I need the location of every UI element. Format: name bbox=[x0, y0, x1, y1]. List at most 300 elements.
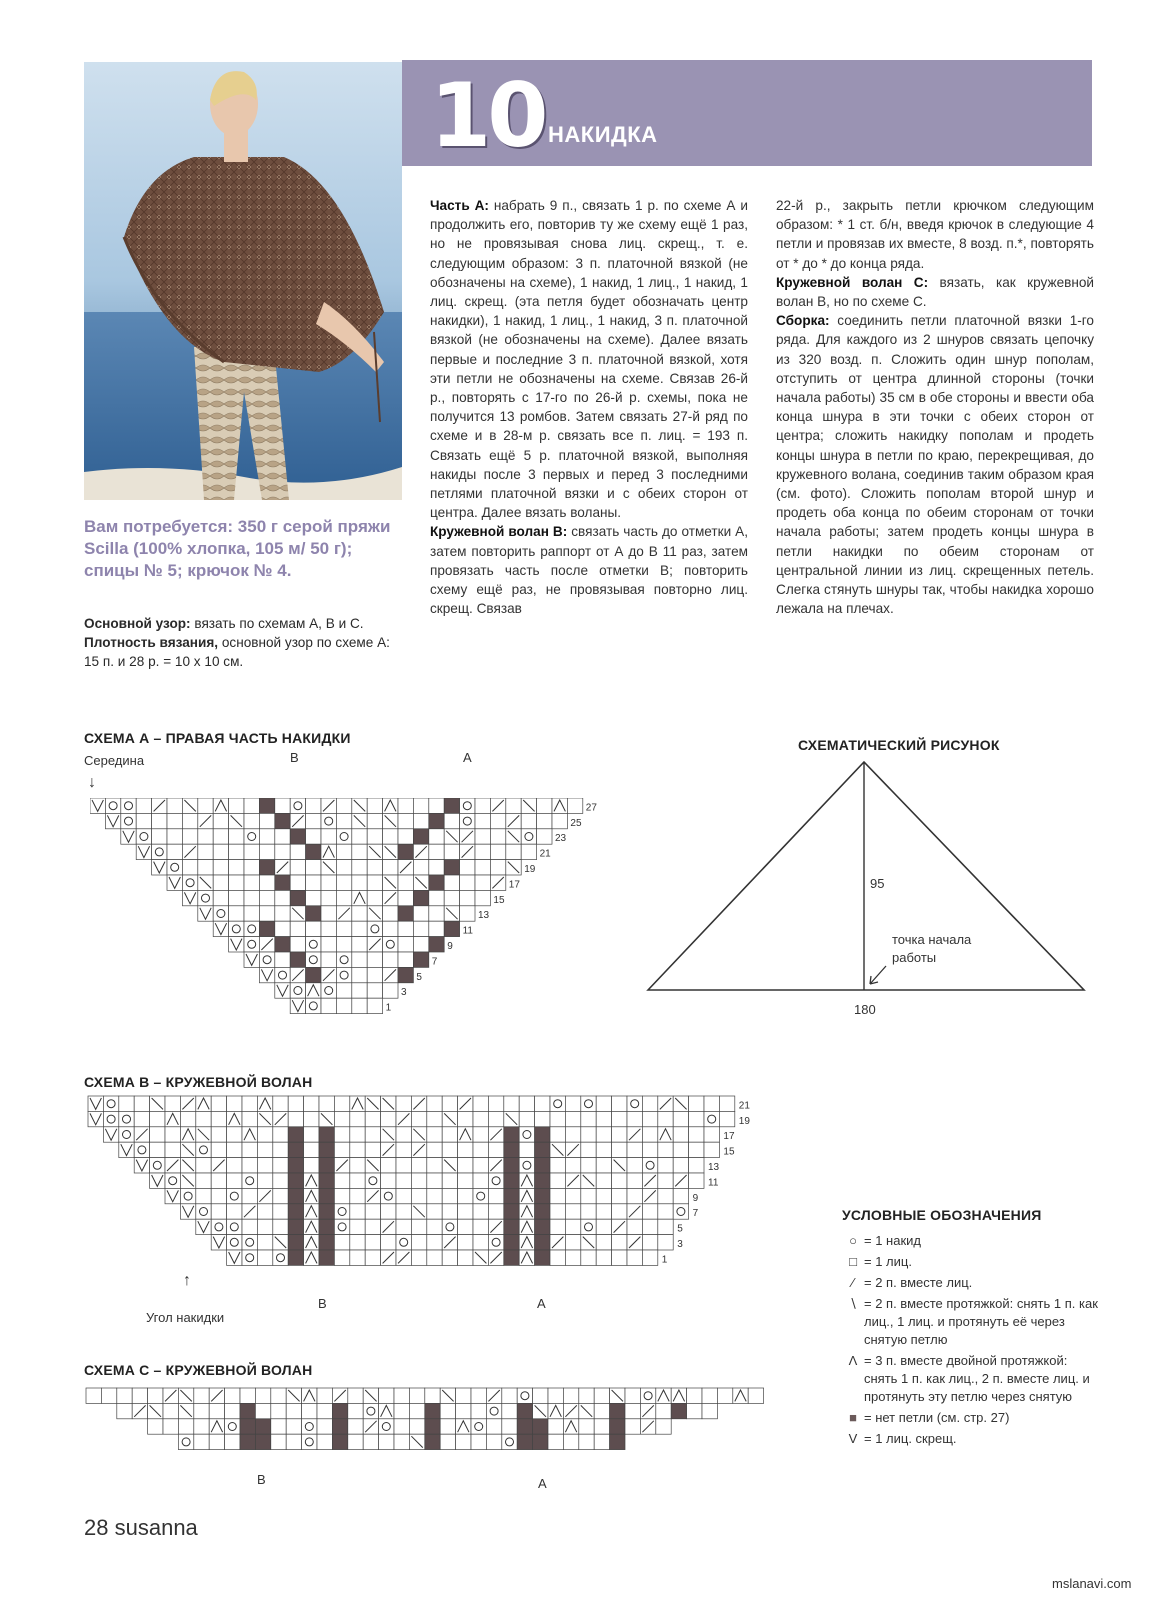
chart-cell bbox=[336, 937, 351, 952]
chart-cell bbox=[537, 798, 552, 813]
chart-cell bbox=[427, 1188, 442, 1203]
chart-cell bbox=[502, 1434, 517, 1449]
chart-cell bbox=[398, 798, 413, 813]
chart-cell bbox=[627, 1158, 642, 1173]
chart-cell bbox=[273, 1096, 288, 1111]
chart-cell bbox=[658, 1235, 673, 1250]
chart-cell bbox=[502, 1403, 517, 1418]
chart-cell bbox=[521, 844, 536, 859]
chart-cell bbox=[702, 1403, 717, 1418]
chart-cell bbox=[273, 1127, 288, 1142]
chart-b-row-number: 9 bbox=[692, 1192, 699, 1204]
chart-cell bbox=[411, 1235, 426, 1250]
no-stitch-cell bbox=[504, 1142, 519, 1157]
chart-cell bbox=[460, 890, 475, 905]
chart-cell bbox=[550, 1173, 565, 1188]
chart-cell bbox=[488, 1173, 503, 1188]
chart-cell bbox=[213, 813, 228, 828]
chart-cell bbox=[537, 829, 552, 844]
chart-cell bbox=[227, 1158, 242, 1173]
chart-cell bbox=[290, 983, 305, 998]
chart-cell bbox=[442, 1173, 457, 1188]
chart-cell bbox=[627, 1111, 642, 1126]
chart-cell bbox=[550, 1111, 565, 1126]
chart-cell bbox=[150, 1158, 165, 1173]
chart-cell bbox=[352, 937, 367, 952]
chart-cell bbox=[306, 875, 321, 890]
no-stitch-cell bbox=[319, 1204, 334, 1219]
chart-cell bbox=[306, 813, 321, 828]
chart-cell bbox=[134, 1142, 149, 1157]
chart-cell bbox=[612, 1204, 627, 1219]
chart-b-mark-a: А bbox=[537, 1296, 546, 1311]
chart-cell bbox=[596, 1111, 611, 1126]
chart-cell bbox=[244, 890, 259, 905]
chart-cell bbox=[456, 1403, 471, 1418]
chart-cell bbox=[165, 1142, 180, 1157]
chart-cell bbox=[444, 890, 459, 905]
chart-cell bbox=[334, 1235, 349, 1250]
chart-cell bbox=[273, 1142, 288, 1157]
flounce-b-continued: 22-й р., закрыть петли крючком следующим образом: * 1 ст. б/н, введя крючок в следующие 4 петли и провязав их вместе, 8 возд. п.*, повторять от * до * до конца ряда. bbox=[776, 198, 1094, 271]
chart-cell bbox=[537, 813, 552, 828]
chart-cell bbox=[383, 860, 398, 875]
chart-cell bbox=[321, 937, 336, 952]
chart-cell bbox=[367, 798, 382, 813]
gauge-text: основной узор по схеме А: 15 п. и 28 р. = 10 х 10 см. bbox=[84, 635, 390, 669]
chart-cell bbox=[689, 1111, 704, 1126]
schematic-height-label: 95 bbox=[870, 876, 885, 891]
chart-cell bbox=[506, 844, 521, 859]
chart-cell bbox=[398, 952, 413, 967]
chart-b-grid bbox=[84, 1094, 774, 1276]
chart-cell bbox=[550, 1096, 565, 1111]
chart-a-mark-a: А bbox=[463, 750, 472, 765]
chart-cell bbox=[117, 1388, 132, 1403]
chart-cell bbox=[213, 860, 228, 875]
chart-cell bbox=[321, 875, 336, 890]
no-stitch-cell bbox=[444, 860, 459, 875]
no-stitch-cell bbox=[240, 1419, 255, 1434]
chart-c-mark-a: А bbox=[538, 1476, 547, 1491]
chart-cell bbox=[367, 829, 382, 844]
chart-a-row-number: 21 bbox=[539, 848, 551, 860]
schematic-drawing bbox=[640, 756, 1100, 1036]
chart-cell bbox=[286, 1419, 301, 1434]
chart-cell bbox=[458, 1188, 473, 1203]
chart-cell bbox=[396, 1219, 411, 1234]
chart-cell bbox=[394, 1419, 409, 1434]
chart-cell bbox=[334, 1127, 349, 1142]
chart-cell bbox=[396, 1142, 411, 1157]
no-stitch-cell bbox=[671, 1403, 686, 1418]
no-stitch-cell bbox=[504, 1127, 519, 1142]
chart-cell bbox=[288, 1096, 303, 1111]
chart-cell bbox=[196, 1188, 211, 1203]
chart-cell bbox=[565, 1111, 580, 1126]
chart-cell bbox=[334, 1111, 349, 1126]
text-column-middle bbox=[430, 196, 748, 618]
chart-cell bbox=[225, 1403, 240, 1418]
chart-cell bbox=[458, 1142, 473, 1157]
chart-cell bbox=[548, 1434, 563, 1449]
chart-cell bbox=[304, 1158, 319, 1173]
chart-cell bbox=[101, 1388, 116, 1403]
chart-cell bbox=[398, 813, 413, 828]
chart-cell bbox=[334, 1173, 349, 1188]
no-stitch-cell bbox=[429, 937, 444, 952]
chart-cell bbox=[302, 1403, 317, 1418]
chart-cell bbox=[273, 1219, 288, 1234]
chart-cell bbox=[471, 1388, 486, 1403]
chart-cell bbox=[350, 1127, 365, 1142]
chart-cell bbox=[456, 1388, 471, 1403]
no-stitch-cell bbox=[319, 1219, 334, 1234]
no-stitch-cell bbox=[288, 1142, 303, 1157]
chart-cell bbox=[336, 890, 351, 905]
chart-cell bbox=[367, 983, 382, 998]
chart-cell bbox=[460, 906, 475, 921]
no-stitch-cell bbox=[425, 1434, 440, 1449]
chart-cell bbox=[365, 1235, 380, 1250]
chart-cell bbox=[229, 798, 244, 813]
chart-cell bbox=[257, 1127, 272, 1142]
chart-cell bbox=[533, 1388, 548, 1403]
chart-cell bbox=[475, 890, 490, 905]
chart-cell bbox=[581, 1096, 596, 1111]
chart-cell bbox=[486, 1419, 501, 1434]
chart-cell bbox=[178, 1419, 193, 1434]
chart-a-row-number: 19 bbox=[524, 864, 536, 875]
no-stitch-cell bbox=[288, 1219, 303, 1234]
no-stitch-cell bbox=[610, 1403, 625, 1418]
chart-cell bbox=[271, 1434, 286, 1449]
chart-a-center-label: Середина bbox=[84, 753, 145, 768]
no-stitch-cell bbox=[255, 1434, 270, 1449]
chart-cell bbox=[259, 906, 274, 921]
chart-cell bbox=[394, 1434, 409, 1449]
chart-cell bbox=[704, 1096, 719, 1111]
no-stitch-cell bbox=[444, 921, 459, 936]
chart-cell bbox=[488, 1096, 503, 1111]
legend-symbol-icon: □ bbox=[849, 1254, 857, 1269]
chart-cell bbox=[550, 1127, 565, 1142]
chart-cell bbox=[152, 829, 167, 844]
chart-cell bbox=[306, 890, 321, 905]
chart-cell bbox=[319, 1096, 334, 1111]
chart-cell bbox=[627, 1250, 642, 1265]
chart-a-row-number: 17 bbox=[508, 879, 520, 891]
chart-cell bbox=[306, 937, 321, 952]
chart-cell bbox=[227, 1204, 242, 1219]
chart-cell bbox=[150, 1111, 165, 1126]
chart-cell bbox=[535, 1111, 550, 1126]
chart-cell bbox=[398, 890, 413, 905]
chart-cell bbox=[381, 1173, 396, 1188]
no-stitch-cell bbox=[504, 1158, 519, 1173]
chart-cell bbox=[352, 829, 367, 844]
no-stitch-cell bbox=[535, 1158, 550, 1173]
chart-cell bbox=[475, 844, 490, 859]
chart-cell bbox=[429, 921, 444, 936]
chart-cell bbox=[136, 813, 151, 828]
chart-cell bbox=[673, 1127, 688, 1142]
legend-item bbox=[842, 1295, 1102, 1349]
chart-cell bbox=[535, 1096, 550, 1111]
chart-cell bbox=[427, 1250, 442, 1265]
chart-cell bbox=[302, 1434, 317, 1449]
chart-cell bbox=[396, 1235, 411, 1250]
chart-cell bbox=[658, 1158, 673, 1173]
chart-cell bbox=[429, 829, 444, 844]
no-stitch-cell bbox=[535, 1204, 550, 1219]
chart-cell bbox=[627, 1173, 642, 1188]
no-stitch-cell bbox=[332, 1434, 347, 1449]
chart-cell bbox=[642, 1111, 657, 1126]
chart-cell bbox=[244, 875, 259, 890]
chart-a-row-number: 3 bbox=[401, 987, 407, 999]
chart-cell bbox=[475, 798, 490, 813]
chart-cell bbox=[198, 860, 213, 875]
chart-cell bbox=[689, 1142, 704, 1157]
chart-cell bbox=[365, 1250, 380, 1265]
chart-b-row-number: 15 bbox=[723, 1146, 735, 1158]
chart-cell bbox=[225, 1419, 240, 1434]
chart-a-row-number: 15 bbox=[493, 894, 505, 906]
chart-cell bbox=[227, 1188, 242, 1203]
chart-cell bbox=[409, 1403, 424, 1418]
chart-cell bbox=[242, 1188, 257, 1203]
chart-cell bbox=[517, 1388, 532, 1403]
chart-cell bbox=[429, 906, 444, 921]
no-stitch-cell bbox=[504, 1173, 519, 1188]
chart-cell bbox=[460, 860, 475, 875]
chart-cell bbox=[581, 1188, 596, 1203]
flounce-c-text: вязать, как кружевной волан В, но по схеме С. bbox=[776, 274, 1095, 310]
chart-cell bbox=[565, 1235, 580, 1250]
chart-b-row-number: 3 bbox=[677, 1239, 683, 1250]
chart-cell bbox=[579, 1419, 594, 1434]
chart-cell bbox=[334, 1250, 349, 1265]
chart-cell bbox=[352, 844, 367, 859]
chart-cell bbox=[409, 1419, 424, 1434]
schematic-triangle bbox=[648, 762, 1084, 990]
chart-cell bbox=[182, 875, 197, 890]
chart-cell bbox=[271, 1388, 286, 1403]
chart-cell bbox=[473, 1111, 488, 1126]
pattern-title: НАКИДКА bbox=[548, 122, 658, 147]
chart-cell bbox=[594, 1419, 609, 1434]
chart-cell bbox=[704, 1142, 719, 1157]
chart-cell bbox=[396, 1158, 411, 1173]
legend-item bbox=[842, 1430, 1102, 1448]
legend-text: = 3 п. вместе двойной протяжкой: снять 1 п. как лиц., 2 п. вместе лиц. и протянуть эту петлю через снятую bbox=[864, 1353, 1090, 1404]
chart-cell bbox=[502, 1388, 517, 1403]
no-stitch-cell bbox=[290, 890, 305, 905]
chart-cell bbox=[442, 1219, 457, 1234]
chart-cell bbox=[458, 1111, 473, 1126]
legend-text: = 2 п. вместе протяжкой: снять 1 п. как лиц., 1 лиц. и протянуть её через снятую петлю bbox=[864, 1296, 1098, 1347]
no-stitch-cell bbox=[504, 1235, 519, 1250]
chart-cell bbox=[119, 1127, 134, 1142]
chart-cell bbox=[257, 1219, 272, 1234]
chart-cell bbox=[152, 813, 167, 828]
chart-a-row-number: 5 bbox=[416, 971, 422, 983]
no-stitch-cell bbox=[288, 1250, 303, 1265]
no-stitch-cell bbox=[288, 1204, 303, 1219]
no-stitch-cell bbox=[429, 813, 444, 828]
chart-cell bbox=[213, 829, 228, 844]
chart-b-mark-b: В bbox=[318, 1296, 327, 1311]
chart-cell bbox=[229, 890, 244, 905]
chart-cell bbox=[165, 1127, 180, 1142]
chart-a-title: СХЕМА А – ПРАВАЯ ЧАСТЬ НАКИДКИ bbox=[84, 730, 351, 746]
chart-cell bbox=[336, 967, 351, 982]
no-stitch-cell bbox=[398, 967, 413, 982]
no-stitch-cell bbox=[306, 967, 321, 982]
chart-cell bbox=[519, 1127, 534, 1142]
no-stitch-cell bbox=[504, 1219, 519, 1234]
chart-cell bbox=[275, 952, 290, 967]
chart-cell bbox=[336, 829, 351, 844]
chart-cell bbox=[244, 798, 259, 813]
chart-cell bbox=[427, 1219, 442, 1234]
chart-cell bbox=[398, 921, 413, 936]
chart-cell bbox=[257, 1158, 272, 1173]
chart-cell bbox=[348, 1419, 363, 1434]
chart-cell bbox=[379, 1434, 394, 1449]
chart-cell bbox=[460, 875, 475, 890]
chart-cell bbox=[596, 1235, 611, 1250]
chart-cell bbox=[367, 998, 382, 1013]
chart-cell bbox=[211, 1096, 226, 1111]
chart-cell bbox=[473, 1173, 488, 1188]
chart-cell bbox=[642, 1096, 657, 1111]
chart-cell bbox=[748, 1388, 763, 1403]
chart-cell bbox=[244, 906, 259, 921]
chart-cell bbox=[565, 1219, 580, 1234]
chart-cell bbox=[550, 1204, 565, 1219]
chart-cell bbox=[334, 1142, 349, 1157]
chart-cell bbox=[242, 1235, 257, 1250]
chart-cell bbox=[334, 1096, 349, 1111]
chart-cell bbox=[365, 1173, 380, 1188]
legend-title: УСЛОВНЫЕ ОБОЗНАЧЕНИЯ bbox=[842, 1207, 1042, 1223]
no-stitch-cell bbox=[319, 1158, 334, 1173]
chart-cell bbox=[440, 1434, 455, 1449]
chart-cell bbox=[209, 1403, 224, 1418]
chart-cell bbox=[255, 1403, 270, 1418]
no-stitch-cell bbox=[535, 1219, 550, 1234]
chart-cell bbox=[352, 860, 367, 875]
chart-cell bbox=[567, 798, 582, 813]
chart-cell bbox=[227, 1142, 242, 1157]
chart-a-row-number: 7 bbox=[431, 956, 438, 968]
chart-cell bbox=[379, 1388, 394, 1403]
chart-cell bbox=[413, 921, 428, 936]
chart-cell bbox=[612, 1173, 627, 1188]
chart-b-row-number: 7 bbox=[692, 1208, 699, 1220]
chart-cell bbox=[288, 1111, 303, 1126]
chart-cell bbox=[563, 1434, 578, 1449]
model-photo bbox=[84, 62, 402, 500]
chart-cell bbox=[413, 798, 428, 813]
chart-cell bbox=[198, 798, 213, 813]
legend-items bbox=[842, 1232, 1102, 1448]
chart-cell bbox=[427, 1096, 442, 1111]
chart-a-row-number: 13 bbox=[478, 910, 490, 922]
chart-cell bbox=[365, 1127, 380, 1142]
chart-cell bbox=[321, 829, 336, 844]
chart-b-row-number: 13 bbox=[708, 1162, 720, 1173]
chart-cell bbox=[475, 829, 490, 844]
chart-cell bbox=[411, 1219, 426, 1234]
chart-cell bbox=[336, 921, 351, 936]
no-stitch-cell bbox=[444, 798, 459, 813]
arrow-down-icon: ↓ bbox=[88, 774, 96, 791]
chart-cell bbox=[642, 1142, 657, 1157]
gauge-label: Плотность вязания, bbox=[84, 635, 219, 650]
chart-cell bbox=[411, 1188, 426, 1203]
chart-b-corner-label: Угол накидки bbox=[146, 1310, 225, 1325]
chart-cell bbox=[383, 983, 398, 998]
chart-a-row-number: 25 bbox=[570, 817, 582, 829]
chart-cell bbox=[182, 860, 197, 875]
chart-cell bbox=[460, 813, 475, 828]
no-stitch-cell bbox=[259, 798, 274, 813]
chart-cell bbox=[211, 1188, 226, 1203]
chart-cell bbox=[290, 921, 305, 936]
legend-symbol-icon: Λ bbox=[848, 1353, 858, 1368]
legend-item bbox=[842, 1274, 1102, 1292]
chart-cell bbox=[488, 1204, 503, 1219]
chart-cell bbox=[148, 1388, 163, 1403]
chart-cell bbox=[673, 1204, 688, 1219]
chart-cell bbox=[429, 860, 444, 875]
chart-cell bbox=[689, 1127, 704, 1142]
chart-cell bbox=[196, 1142, 211, 1157]
chart-cell bbox=[381, 1158, 396, 1173]
chart-cell bbox=[367, 813, 382, 828]
chart-cell bbox=[550, 1250, 565, 1265]
chart-cell bbox=[225, 1388, 240, 1403]
chart-cell bbox=[642, 1158, 657, 1173]
chart-cell bbox=[336, 860, 351, 875]
chart-cell bbox=[302, 1419, 317, 1434]
chart-cell bbox=[473, 1188, 488, 1203]
chart-cell bbox=[673, 1142, 688, 1157]
chart-cell bbox=[132, 1388, 147, 1403]
legend-symbol-icon: ∖ bbox=[848, 1296, 858, 1311]
chart-cell bbox=[458, 1250, 473, 1265]
chart-cell bbox=[290, 875, 305, 890]
no-stitch-cell bbox=[332, 1419, 347, 1434]
chart-cell bbox=[244, 829, 259, 844]
chart-cell bbox=[521, 829, 536, 844]
chart-cell bbox=[321, 813, 336, 828]
chart-cell bbox=[413, 813, 428, 828]
chart-cell bbox=[689, 1158, 704, 1173]
chart-cell bbox=[242, 1158, 257, 1173]
chart-cell bbox=[381, 1188, 396, 1203]
chart-cell bbox=[209, 1434, 224, 1449]
chart-b-row-number: 1 bbox=[661, 1254, 668, 1266]
chart-cell bbox=[321, 921, 336, 936]
no-stitch-cell bbox=[319, 1142, 334, 1157]
chart-cell bbox=[105, 798, 120, 813]
chart-cell bbox=[244, 860, 259, 875]
chart-cell bbox=[227, 1219, 242, 1234]
